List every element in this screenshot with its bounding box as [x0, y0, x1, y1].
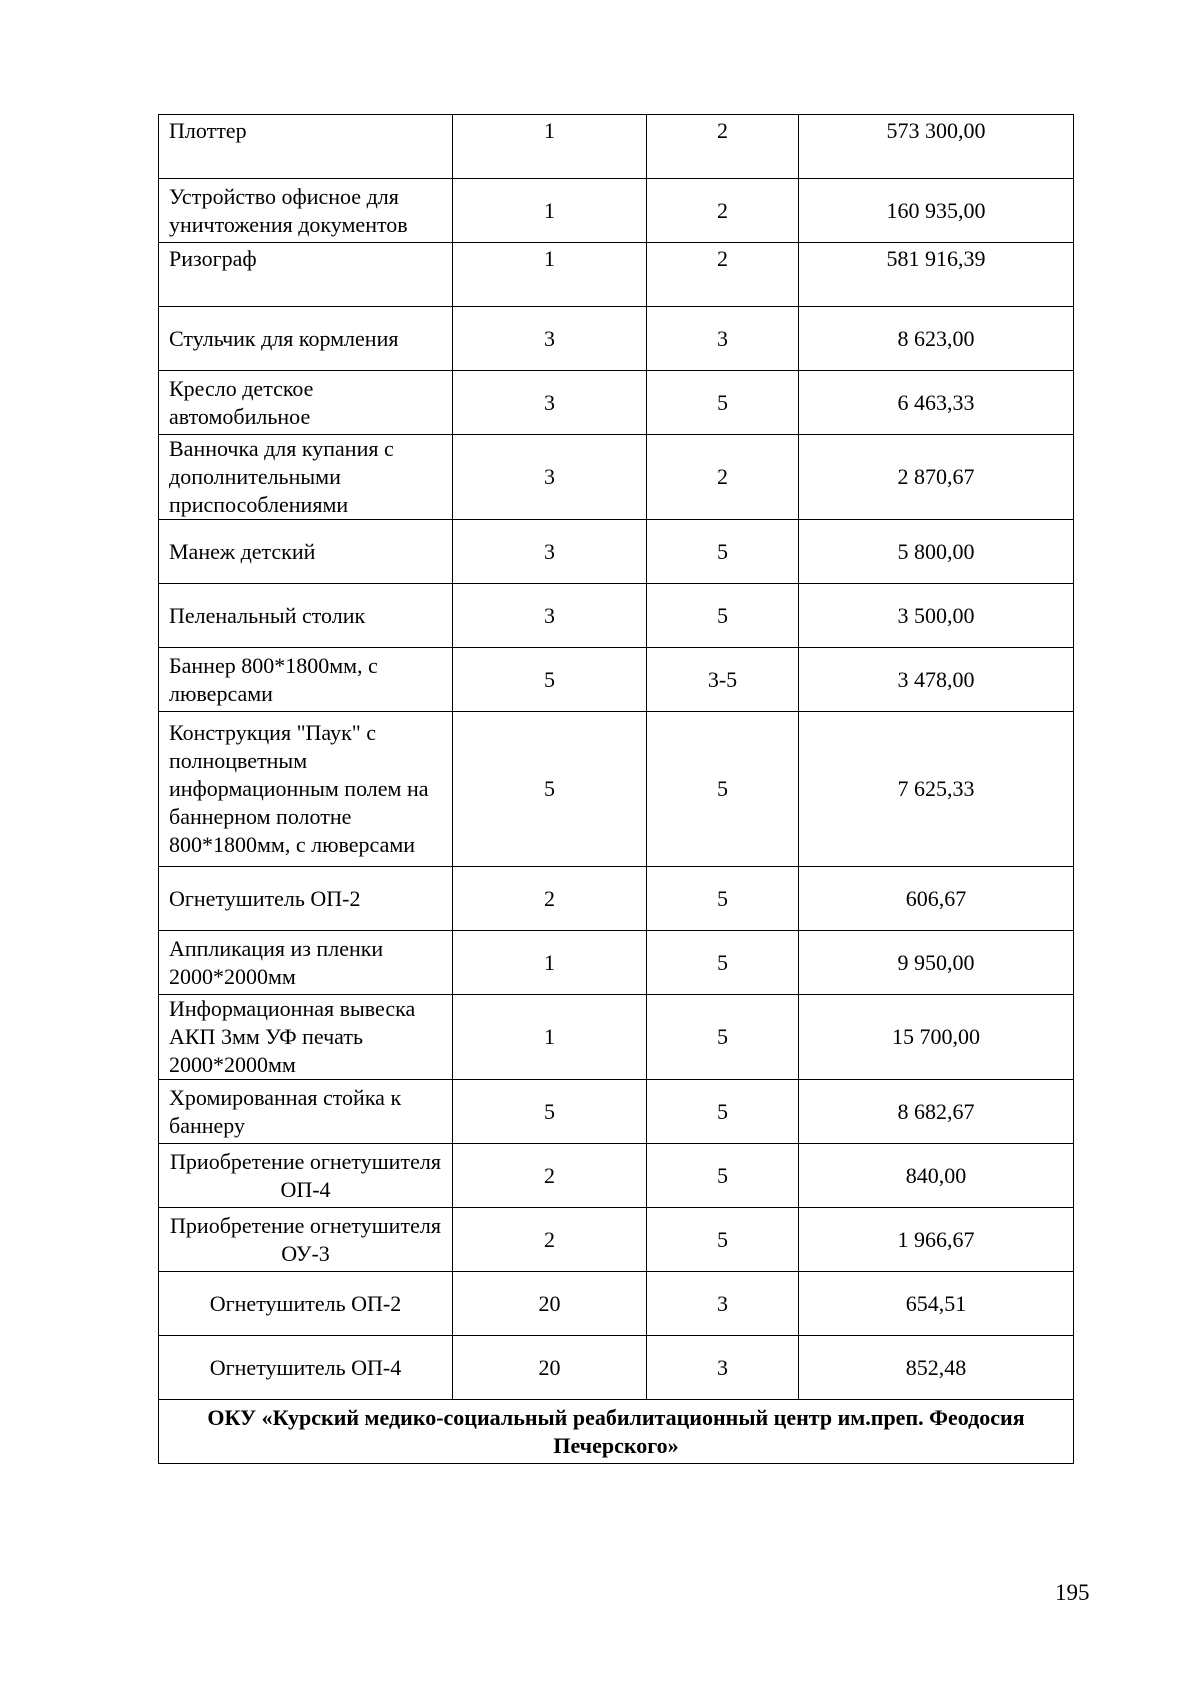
quantity-cell: 3 [453, 520, 647, 584]
table-row [159, 179, 1074, 243]
price-cell: 573 300,00 [799, 115, 1074, 179]
group-cell: 5 [647, 1144, 799, 1208]
quantity-cell: 1 [453, 243, 647, 307]
price-cell: 7 625,33 [799, 712, 1074, 867]
price-cell: 9 950,00 [799, 931, 1074, 995]
quantity-cell: 3 [453, 307, 647, 371]
equipment-table [158, 114, 1074, 1464]
table-row [159, 648, 1074, 712]
item-name-cell: Пеленальный столик [159, 584, 453, 648]
quantity-cell: 2 [453, 1144, 647, 1208]
price-cell: 840,00 [799, 1144, 1074, 1208]
price-cell: 2 870,67 [799, 435, 1074, 520]
price-cell: 6 463,33 [799, 371, 1074, 435]
group-cell: 5 [647, 584, 799, 648]
price-cell: 3 478,00 [799, 648, 1074, 712]
table-body [159, 115, 1074, 1400]
quantity-cell: 2 [453, 867, 647, 931]
organization-row [159, 1400, 1074, 1464]
price-cell: 654,51 [799, 1272, 1074, 1336]
price-cell: 160 935,00 [799, 179, 1074, 243]
price-cell: 8 682,67 [799, 1080, 1074, 1144]
organization-title: ОКУ «Курский медико-социальный реабилитационный центр им.преп. Феодосия Печерского» [159, 1400, 1074, 1464]
quantity-cell: 3 [453, 435, 647, 520]
group-cell: 5 [647, 995, 799, 1080]
table-row [159, 1272, 1074, 1336]
item-name-cell: Огнетушитель ОП-4 [159, 1336, 453, 1400]
table-row [159, 584, 1074, 648]
price-cell: 5 800,00 [799, 520, 1074, 584]
group-cell: 5 [647, 1208, 799, 1272]
price-cell: 852,48 [799, 1336, 1074, 1400]
table-row [159, 1336, 1074, 1400]
quantity-cell: 5 [453, 1080, 647, 1144]
item-name-cell: Огнетушитель ОП-2 [159, 1272, 453, 1336]
table-row [159, 435, 1074, 520]
table-row [159, 243, 1074, 307]
quantity-cell: 1 [453, 179, 647, 243]
table-row [159, 307, 1074, 371]
item-name-cell: Приобретение огнетушителя ОУ-3 [159, 1208, 453, 1272]
item-name-cell: Информационная вывеска АКП 3мм УФ печать 2000*2000мм [159, 995, 453, 1080]
table-row [159, 371, 1074, 435]
group-cell: 5 [647, 371, 799, 435]
table-row [159, 931, 1074, 995]
quantity-cell: 5 [453, 648, 647, 712]
table-row [159, 115, 1074, 179]
page-number: 195 [1055, 1580, 1090, 1605]
table-row [159, 867, 1074, 931]
price-cell: 1 966,67 [799, 1208, 1074, 1272]
group-cell: 5 [647, 867, 799, 931]
group-cell: 3 [647, 307, 799, 371]
quantity-cell: 2 [453, 1208, 647, 1272]
table-row [159, 520, 1074, 584]
group-cell: 5 [647, 520, 799, 584]
item-name-cell: Плоттер [159, 115, 453, 179]
item-name-cell: Устройство офисное для уничтожения документов [159, 179, 453, 243]
quantity-cell: 1 [453, 931, 647, 995]
quantity-cell: 5 [453, 712, 647, 867]
quantity-cell: 3 [453, 584, 647, 648]
table-row [159, 1208, 1074, 1272]
item-name-cell: Баннер 800*1800мм, с люверсами [159, 648, 453, 712]
group-cell: 5 [647, 712, 799, 867]
quantity-cell: 3 [453, 371, 647, 435]
group-cell: 2 [647, 179, 799, 243]
item-name-cell: Приобретение огнетушителя ОП-4 [159, 1144, 453, 1208]
group-cell: 5 [647, 1080, 799, 1144]
item-name-cell: Конструкция "Паук" с полноцветным информационным полем на баннерном полотне 800*1800мм, с люверсами [159, 712, 453, 867]
quantity-cell: 1 [453, 995, 647, 1080]
table-row [159, 1144, 1074, 1208]
quantity-cell: 20 [453, 1336, 647, 1400]
group-cell: 3 [647, 1272, 799, 1336]
item-name-cell: Манеж детский [159, 520, 453, 584]
item-name-cell: Хромированная стойка к баннеру [159, 1080, 453, 1144]
price-cell: 3 500,00 [799, 584, 1074, 648]
group-cell: 3-5 [647, 648, 799, 712]
table-row [159, 995, 1074, 1080]
group-cell: 5 [647, 931, 799, 995]
item-name-cell: Кресло детское автомобильное [159, 371, 453, 435]
table-row [159, 1080, 1074, 1144]
item-name-cell: Огнетушитель ОП-2 [159, 867, 453, 931]
item-name-cell: Аппликация из пленки 2000*2000мм [159, 931, 453, 995]
price-cell: 15 700,00 [799, 995, 1074, 1080]
group-cell: 2 [647, 115, 799, 179]
quantity-cell: 1 [453, 115, 647, 179]
item-name-cell: Ризограф [159, 243, 453, 307]
table-row [159, 712, 1074, 867]
item-name-cell: Ванночка для купания с дополнительными приспособлениями [159, 435, 453, 520]
quantity-cell: 20 [453, 1272, 647, 1336]
group-cell: 2 [647, 435, 799, 520]
price-cell: 8 623,00 [799, 307, 1074, 371]
price-cell: 581 916,39 [799, 243, 1074, 307]
group-cell: 2 [647, 243, 799, 307]
item-name-cell: Стульчик для кормления [159, 307, 453, 371]
group-cell: 3 [647, 1336, 799, 1400]
price-cell: 606,67 [799, 867, 1074, 931]
